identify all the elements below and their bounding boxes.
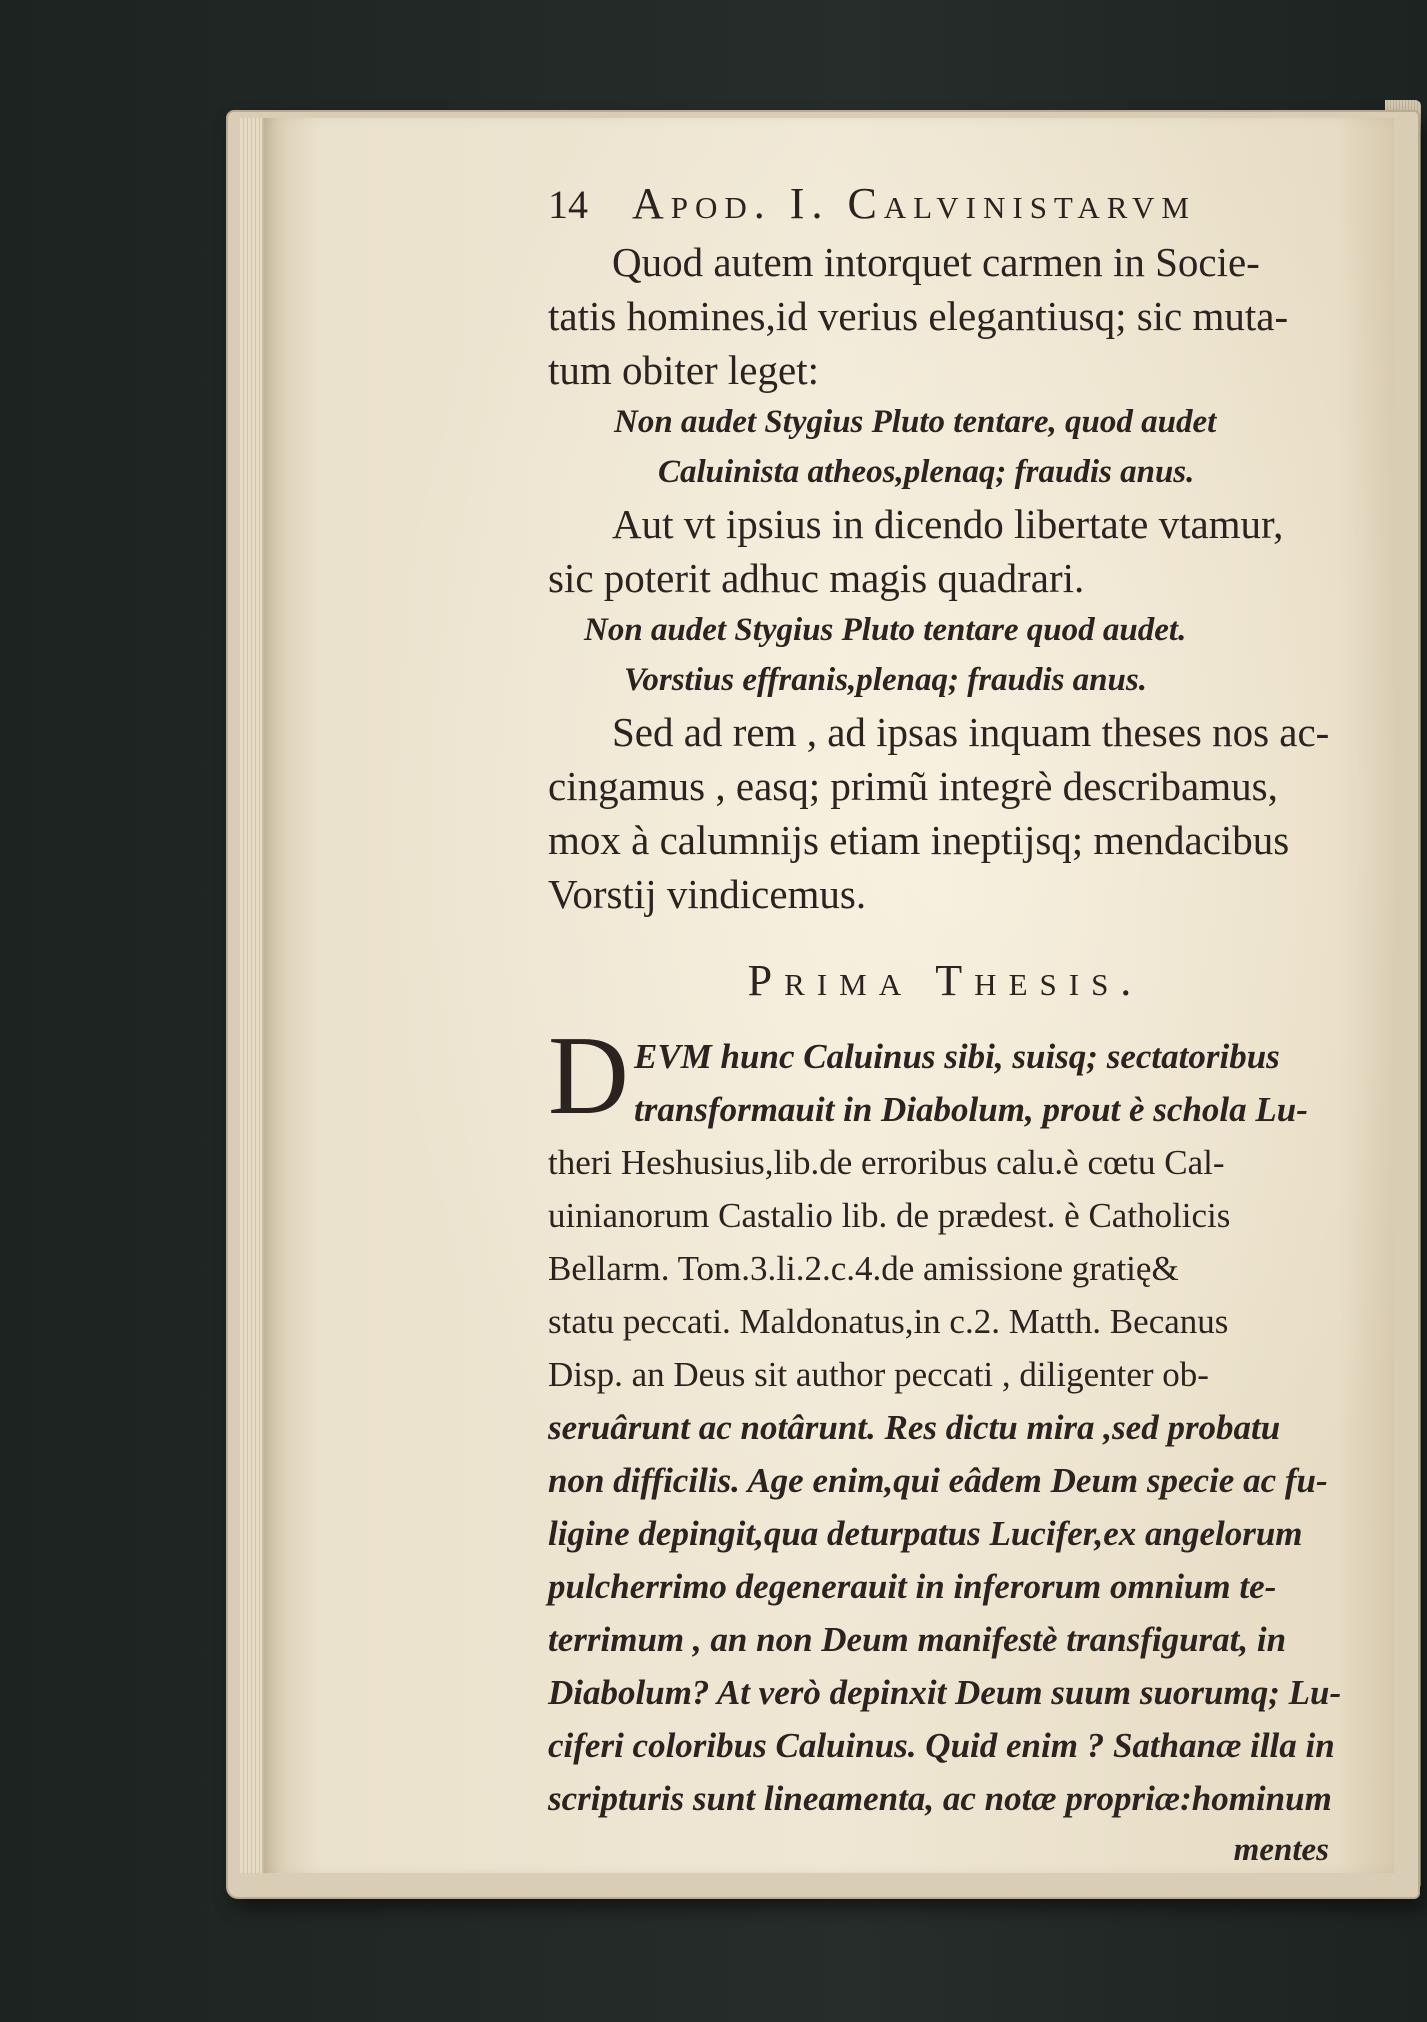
page-number: 14 (548, 182, 588, 227)
thesis-line: theri Heshusius,lib.de erroribus calu.è cœtu Cal- (548, 1143, 1225, 1182)
thesis-line: ciferi coloribus Caluinus. Quid enim ? Sathanæ illa in (548, 1726, 1335, 1765)
paragraph-3 (548, 705, 1343, 921)
text-line: tatis homines,id verius elegantiusq; sic muta- (548, 293, 1289, 339)
verse-line: Non audet Stygius Pluto tentare, quod audet (614, 404, 1217, 440)
text-line: Vorstij vindicemus. (548, 871, 867, 917)
thesis-line: Disp. an Deus sit author peccati , diligenter ob- (548, 1355, 1209, 1394)
page-header (548, 178, 1343, 229)
paragraph-1 (548, 235, 1343, 397)
thesis-line: uinianorum Castalio lib. de prædest. è Catholicis (548, 1196, 1231, 1235)
thesis-line: non difficilis. Age enim,qui eâdem Deum specie ac fu- (548, 1461, 1328, 1500)
verse-line: Vorstius effranis,plenaq; fraudis anus. (624, 662, 1147, 698)
thesis-line: transformauit in Diabolum, prout è schola Lu- (634, 1090, 1308, 1129)
thesis-line: terrimum , an non Deum manifestè transfigurat, in (548, 1620, 1287, 1659)
verse-1 (548, 397, 1343, 497)
running-head: Apod. I. Calvinistarvm (632, 179, 1196, 228)
thesis-line: pulcherrimo degenerauit in inferorum omnium te- (548, 1567, 1277, 1606)
text-line: Sed ad rem , ad ipsas inquam theses nos ac- (612, 709, 1330, 755)
thesis-line: EVM hunc Caluinus sibi, suisq; sectatoribus (634, 1037, 1280, 1076)
text-line: mox à calumnijs etiam ineptijsq; mendacibus (548, 817, 1290, 863)
thesis-line: Bellarm. Tom.3.li.2.c.4.de amissione gratię& (548, 1249, 1179, 1288)
verse-line: Caluinista atheos,plenaq; fraudis anus. (658, 454, 1195, 490)
thesis-line: ligine depingit,qua deturpatus Lucifer,ex angelorum (548, 1514, 1303, 1553)
thesis-line: scripturis sunt lineamenta, ac notæ propriæ:hominum (548, 1779, 1332, 1818)
text-line: tum obiter leget: (548, 347, 819, 393)
page-gutter (240, 118, 262, 1873)
verse-2 (548, 605, 1343, 705)
text-line: Aut vt ipsius in dicendo libertate vtamur, (612, 501, 1284, 547)
thesis-paragraph (548, 1014, 1343, 1825)
drop-cap: D (548, 1014, 629, 1138)
catchword: mentes (1233, 1832, 1329, 1868)
verse-line: Non audet Stygius Pluto tentare quod audet. (584, 612, 1187, 648)
thesis-heading: Prima Thesis. (747, 956, 1144, 1005)
thesis-line: seruârunt ac notârunt. Res dictu mira ,sed probatu (548, 1408, 1281, 1447)
thesis-line: Diabolum? At verò depinxit Deum suum suorumq; Lu- (548, 1673, 1342, 1712)
page-text (548, 178, 1343, 1875)
text-line: Quod autem intorquet carmen in Socie- (612, 239, 1260, 285)
paragraph-2 (548, 497, 1343, 605)
text-line: cingamus , easq; primũ integrè describamus, (548, 763, 1278, 809)
thesis-line: statu peccati. Maldonatus,in c.2. Matth. Becanus (548, 1302, 1229, 1341)
text-line: sic poterit adhuc magis quadrari. (548, 555, 1085, 601)
